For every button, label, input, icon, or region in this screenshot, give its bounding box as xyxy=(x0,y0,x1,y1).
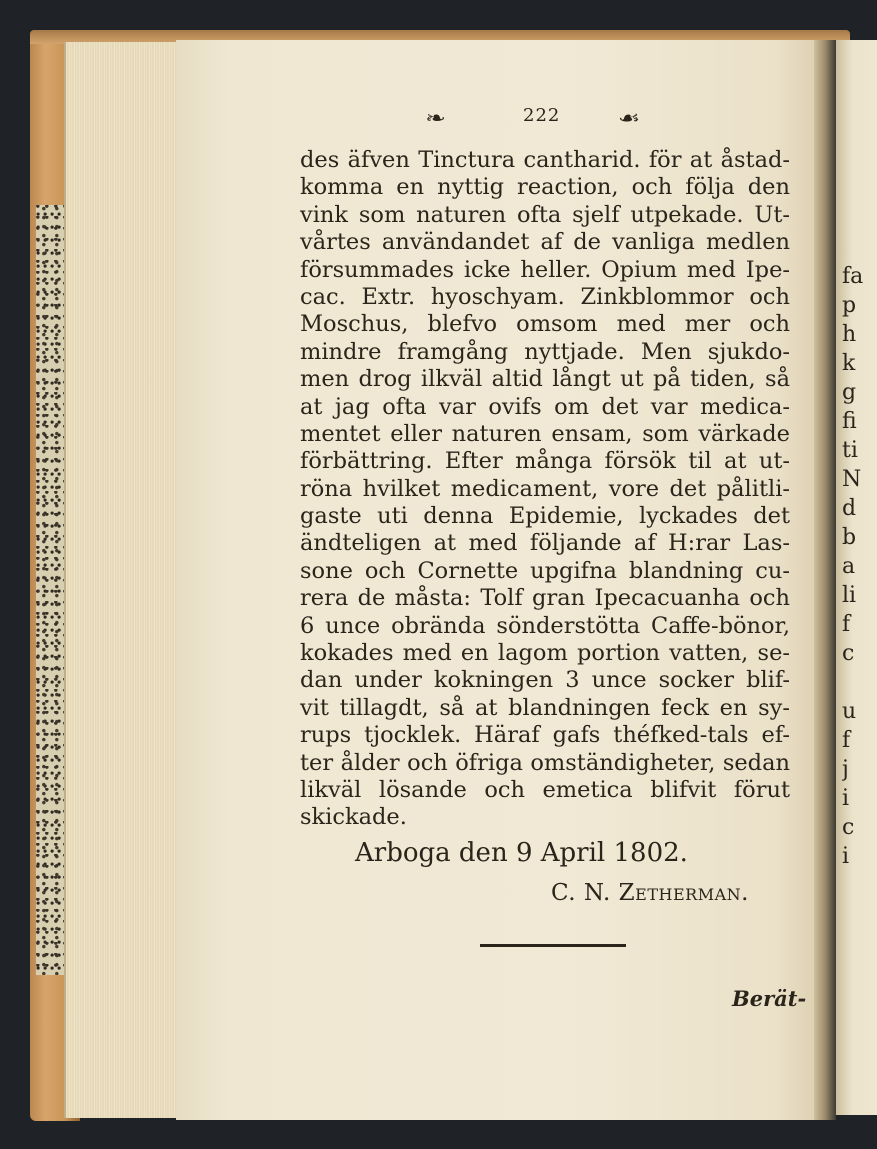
right-ornament-icon: ☙ xyxy=(617,108,641,129)
facing-page-line-fragment: i xyxy=(842,844,850,869)
page-number: 222 xyxy=(523,105,561,126)
facing-page-line-fragment: a xyxy=(842,554,856,579)
facing-page-line-fragment: u xyxy=(842,699,857,724)
page-header xyxy=(176,104,828,134)
body-text xyxy=(300,147,790,832)
text-line: mindre framgång nyttjade. Men sjukdo- xyxy=(300,338,790,365)
facing-page-line-fragment: ti xyxy=(842,438,858,463)
facing-page-line-fragment: c xyxy=(842,641,855,666)
dateline: Arboga den 9 April 1802. xyxy=(355,838,688,868)
facing-page-line-fragment xyxy=(842,668,877,697)
text-line: vink som naturen ofta sjelf utpekade. Ut- xyxy=(300,201,790,228)
text-line: skickade. xyxy=(300,804,407,831)
facing-page-line-fragment: fi xyxy=(842,409,857,434)
text-line: rera de måsta: Tolf gran Ipecacuanha och xyxy=(300,585,790,612)
facing-page-line-fragment: d xyxy=(842,496,857,521)
text-line: at jag ofta var ovifs om det var medica- xyxy=(300,393,790,420)
text-line: kokades med en lagom portion vatten, se- xyxy=(300,640,790,667)
facing-page-line-fragment: g xyxy=(842,380,857,405)
text-line: komma en nyttig reaction, och följa den xyxy=(300,174,790,201)
facing-page-line-fragment: li xyxy=(842,583,857,608)
text-line: gaste uti denna Epidemie, lyckades det xyxy=(300,503,790,530)
text-line: vårtes användandet af de vanliga medlen xyxy=(300,229,790,256)
left-ornament-icon: ❧ xyxy=(424,108,447,129)
facing-page-line-fragment: fa xyxy=(842,264,864,289)
facing-page-line-fragment: p xyxy=(842,293,857,318)
facing-page-line-fragment: j xyxy=(842,757,849,782)
text-line: försummades icke heller. Opium med Ipe- xyxy=(300,256,790,283)
text-line: sone och Cornette upgifna blandning cu- xyxy=(300,557,790,584)
facing-page-line-fragment: f xyxy=(842,728,851,753)
closing-rule xyxy=(480,944,626,947)
text-line: förbättring. Efter många försök til at ut- xyxy=(300,448,790,475)
signature: C. N. Zetherman. xyxy=(551,880,749,906)
text-line: des äfven Tinctura cantharid. för at åstad- xyxy=(300,147,790,173)
facing-page-line-fragment: i xyxy=(842,786,850,811)
facing-page-line-fragment: b xyxy=(842,525,857,550)
text-line: ter ålder och öfriga omständigheter, sedan xyxy=(300,749,790,776)
text-line: vit tillagdt, så at blandningen feck en sy- xyxy=(300,694,790,721)
catchword: Berät- xyxy=(732,986,807,1011)
text-line: ändteligen at med följande af H:rar Las- xyxy=(300,530,790,557)
text-line: mentet eller naturen ensam, som värkade xyxy=(300,420,790,447)
text-line: men drog ilkväl altid långt ut på tiden, så xyxy=(300,366,790,393)
facing-page-fragments xyxy=(842,262,877,871)
text-line: likväl lösande och emetica blifvit förut xyxy=(300,776,790,803)
facing-page-line-fragment: k xyxy=(842,351,856,376)
text-line: rups tjocklek. Häraf gafs théfked-tals ef- xyxy=(300,722,790,749)
text-line: Moschus, blefvo omsom med mer och xyxy=(300,311,790,338)
text-line: 6 unce obrända sönderstötta Caffe-bönor, xyxy=(300,612,790,639)
facing-page-line-fragment: c xyxy=(842,815,855,840)
text-line: röna hvilket medicament, vore det pålitli- xyxy=(300,475,790,502)
text-line: cac. Extr. hyoschyam. Zinkblommor och xyxy=(300,283,790,310)
text-line: dan under kokningen 3 unce socker blif- xyxy=(300,667,790,694)
page-block-edges xyxy=(64,42,184,1118)
book-gutter xyxy=(814,40,836,1120)
facing-page-line-fragment: f xyxy=(842,612,851,637)
facing-page-line-fragment: h xyxy=(842,322,857,347)
facing-page-line-fragment: N xyxy=(842,467,862,492)
